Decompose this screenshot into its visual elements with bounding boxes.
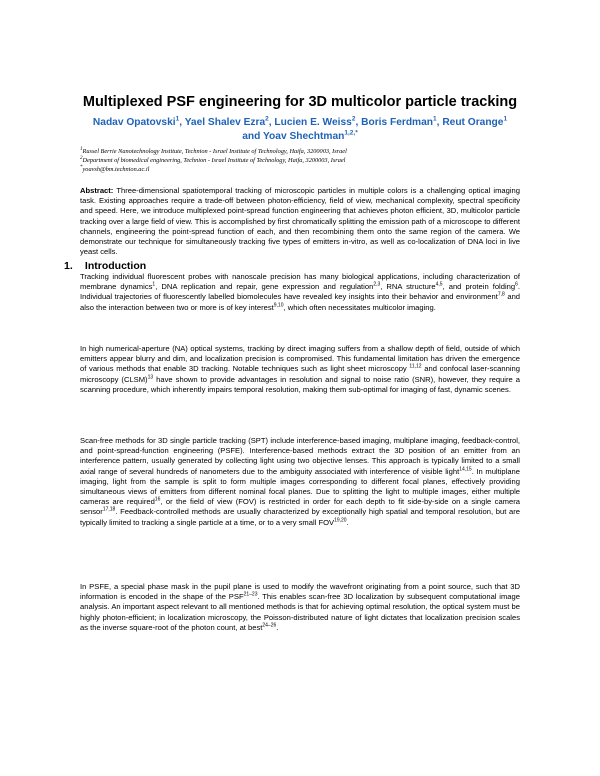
paragraph-text: , DNA replication and repair, gene expression and regulation (155, 282, 374, 292)
affiliation-marker: 2 (80, 155, 83, 161)
author-affil-marker: 1 (433, 115, 437, 123)
paragraph (80, 582, 520, 633)
affiliation (80, 157, 520, 165)
abstract-label: Abstract: (80, 186, 114, 195)
paragraph-text: . (276, 622, 279, 632)
paragraph-text: In high numerical-aperture (NA) optical systems, tracking by direct imaging suffers from a shallow depth of field, outside of which emitters appear blurry and dim, and localization precision is compromised. This fundamental limitation has driven the emergence of various methods that enable 3D tracking. Notable techniques such as light sheet microscopy (80, 344, 520, 374)
author-name: Lucien E. Weiss (274, 117, 352, 128)
paragraph-text: , and protein folding (442, 282, 516, 292)
author-affil-marker: 1 (503, 115, 508, 123)
citation-marker: 21–23 (243, 591, 258, 598)
affiliation-marker: * (80, 164, 83, 170)
author-affil-marker: 1,2,* (344, 129, 358, 137)
citation-marker: 1 (152, 281, 156, 288)
author-name: Yael Shalev Ezra (184, 117, 266, 128)
citation-marker: 16 (154, 496, 161, 503)
paragraph-text: , which often necessitates multicolor imaging. (283, 302, 436, 312)
author-name: Boris Ferdman (361, 117, 434, 128)
abstract-text: Three-dimensional spatiotemporal tracking of microscopic particles in multiple colors is a challenging optical imaging task. Existing approaches require a trade-off between photon-efficiency, field of view, mechanical complexity, spectral specificity and speed. Here, we introduce multiplexed point-spread function engineering that achieves photon efficient, 3D, multicolor particle tracking over a large field of view. This is accomplished by first chromatically splitting the emission path of a microscope to different channels, engineering the point-spread function of each, and then recombining them onto the same region of the camera. We demonstrate our technique for simultaneously tracking five types of emitters in-vitro, as well as co-localization of DNA loci in live yeast cells. (80, 186, 520, 257)
paragraph-text: Tracking individual fluorescent probes with nanoscale precision has many biological applications, including characterization of membrane dynamics (80, 272, 520, 292)
author-affil-marker: 1 (175, 115, 180, 123)
citation-marker: 11,12 (409, 363, 422, 370)
paragraph-text: . Individual trajectories of fluorescently labelled biomolecules have revealed key insights into their behavior and environment (80, 282, 520, 302)
citation-marker: 7,8 (497, 291, 505, 298)
citation-marker: 2,3 (373, 281, 381, 288)
citation-marker: 9,10 (273, 302, 284, 309)
citation-marker: 6 (515, 281, 518, 288)
author-list: Nadav Opatovski$^1$, Yael Shalev Ezra$^2$, Lucien E. Weiss$^2$, Boris Ferdman$^1$, Reut Orange$^1$ and Yoav Shechtman$^{1,2,*}$ (92, 115, 508, 142)
author-name: Reut Orange (442, 117, 504, 128)
paragraph-text: In PSFE, a special phase mask in the pupil plane is used to modify the wavefront originating from a point source, such that 3D information is encoded in the shape of the PSF (80, 582, 520, 602)
affiliation-text: Department of biomedical engineering, Technion - Israel Institute of Technology, Haifa, 3200003, Israel (82, 157, 346, 164)
paragraph-text: Scan-free methods for 3D single particle tracking (SPT) include interference-based imaging, multiplane imaging, feedback-control, and point-spread-function engineering (PSFE). Interference-based methods extract the 3D position of an emitter from an interference pattern, usually generated by collecting light using two objective lenses. This approach is typically limited to a small axial range of several hundreds of nanometers due to the ambiguity associated with interference of visible light (80, 436, 520, 476)
paragraph-text: . (346, 517, 349, 527)
affiliation-text: Russel Berrie Nanotechnology Institute, Technion - Israel Institute of Technology, Haifa, 3200003, Israel (82, 148, 347, 155)
paragraph-text: have shown to provide advantages in resolution and signal to noise ratio (SNR), however, they require a scanning procedure, which inherently impairs temporal resolution, making them sub-optimal for imaging of fast, dynamic scenes. (80, 374, 520, 394)
citation-marker: 14,15 (459, 466, 472, 473)
author-affil-marker: 2 (265, 115, 269, 123)
paragraph-text: and confocal laser-scanning microscopy (CLSM) (80, 364, 520, 384)
affiliation-marker: 1 (80, 146, 83, 152)
citation-marker: 19,20 (334, 517, 347, 524)
section-number: 1. (64, 260, 73, 272)
paper-title: Multiplexed PSF engineering for 3D multicolor particle tracking (82, 94, 518, 110)
affiliation (80, 148, 520, 156)
citation-marker: 24–26 (262, 622, 277, 629)
paragraph-text: , or the field of view (FOV) is restricted in order for each depth to fit side-by-side on a single camera sensor (80, 497, 520, 517)
citation-marker: 13 (147, 374, 154, 381)
section-title: Introduction (84, 260, 147, 272)
citation-marker: 4,5 (435, 281, 443, 288)
paragraph-text: , RNA structure (380, 282, 436, 292)
paragraph (80, 436, 520, 528)
corresponding-email (80, 166, 520, 174)
section-heading (64, 260, 146, 272)
author-affil-marker: 2 (351, 115, 356, 123)
abstract (80, 186, 520, 257)
paragraph-text: . In multiplane imaging, light from the sample is split to form multiple images corresponding to different focal planes, effectively providing simultaneous views of emitters from different nominal focal planes. Due to splitting the light to multiple images, either multiple cameras are required (80, 466, 520, 507)
paragraph-text: and also the interaction between two or more is of key interest (80, 292, 521, 312)
paragraph (80, 344, 520, 395)
citation-marker: 17,18 (102, 506, 116, 513)
email-text: yoavsh@bm.technion.ac.il (82, 166, 150, 173)
paragraph-text: . This enables scan-free 3D localization by subsequent computational image analysis. An important aspect relevant to all mentioned methods is that for achieving optimal resolution, the optical system must be highly photon-efficient; in localization microscopy, the Poisson-distributed nature of light dictates that localization precision scales as the inverse square-root of the photon count, at best (80, 592, 520, 632)
author-name: Yoav Shechtman (263, 131, 345, 142)
paragraph (80, 272, 520, 313)
paragraph-text: . Feedback-controlled methods are usually characterized by exceptionally high spatial and temporal resolution, but are typically limited to tracking a single particle at a time, or to a very small FOV (80, 507, 520, 527)
author-name: Nadav Opatovski (92, 117, 176, 128)
